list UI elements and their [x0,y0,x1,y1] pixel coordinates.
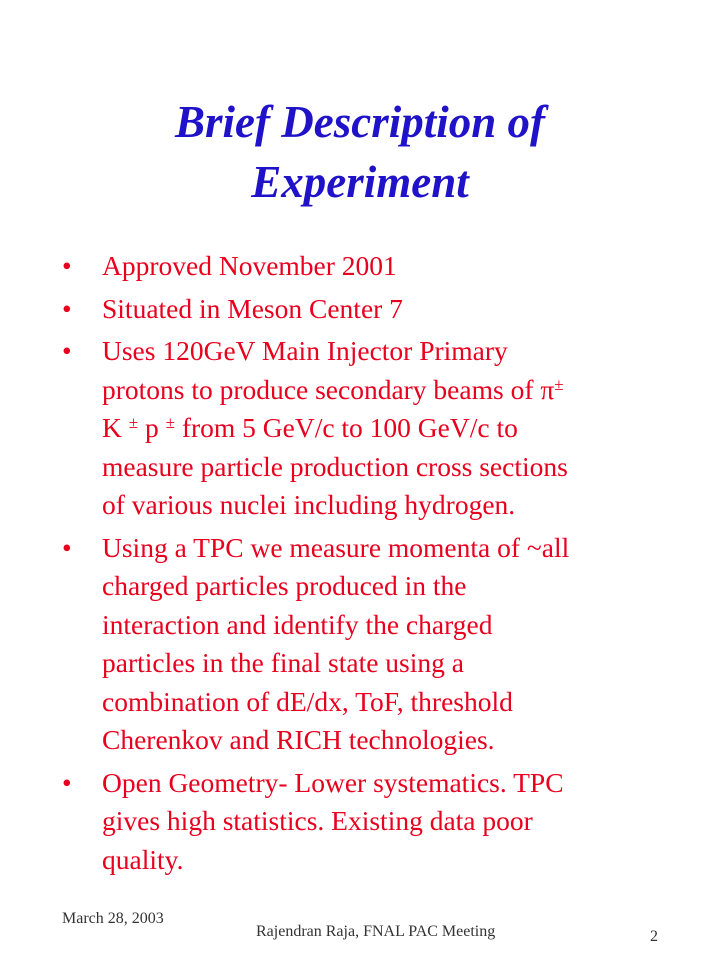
plus-minus-superscript: ± [165,413,175,432]
bullet-dot: • [62,292,72,324]
slide-title-line-2: Experiment [251,157,469,207]
page-number: 2 [650,928,658,945]
bullet-line: Cherenkov and RICH technologies. [102,724,495,755]
footer-presenter: Rajendran Raja, FNAL PAC Meeting [256,923,496,940]
slide-title [0,92,720,212]
bullet-beams [0,332,720,525]
bullet-line: charged particles produced in the [102,570,467,601]
bullet-line: K [102,412,129,443]
bullet-line: gives high statistics. Existing data poor [102,805,533,836]
bullet-line: Open Geometry- Lower systematics. TPC [102,766,564,798]
bullet-line: of various nuclei including hydrogen. [102,489,516,520]
bullet-approved [0,247,720,286]
footer-date: March 28, 2003 [62,910,164,927]
bullet-location [0,290,720,329]
bullet-dot: • [62,766,72,798]
bullet-line: quality. [102,843,184,875]
bullet-line: combination of dE/dx, ToF, threshold [102,685,513,717]
bullet-line: Using a TPC we measure momenta of ~all [102,531,570,563]
bullet-line: Uses 120GeV Main Injector Primary [102,335,508,366]
bullet-line: protons to produce secondary beams of π [102,373,555,405]
bullet-dot: • [62,531,72,563]
bullet-line: measure particle production cross sections [102,450,568,482]
slide-title-line-1: Brief Description of [175,97,545,147]
bullet-line: p [138,412,166,443]
bullet-text: Situated in Meson Center 7 [102,292,403,324]
bullet-tpc [0,529,720,760]
bullet-text: Approved November 2001 [102,250,397,281]
bullet-line: interaction and identify the charged [102,608,493,640]
bullet-dot: • [62,335,72,366]
bullet-dot: • [62,250,72,281]
bullet-list [0,247,720,883]
bullet-line: from 5 GeV/c to 100 GeV/c to [174,412,518,443]
bullet-geometry [0,764,720,880]
plus-minus-superscript: ± [554,374,564,394]
bullet-line: particles in the final state using a [102,647,464,678]
plus-minus-superscript: ± [128,413,139,432]
